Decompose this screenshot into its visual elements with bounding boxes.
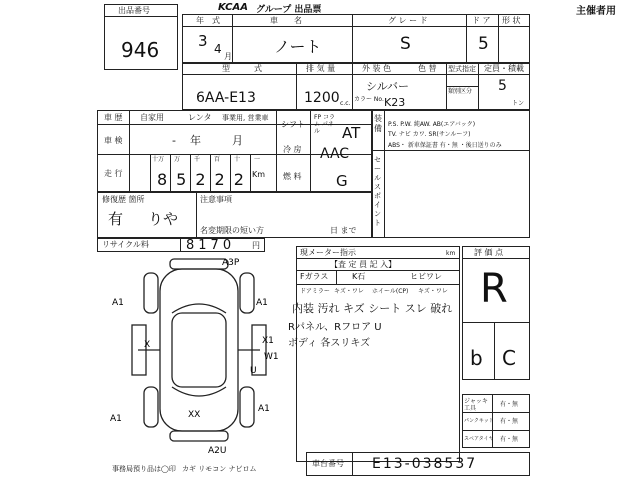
equipment-line-3: ABS・ 新車保証書 有・無 ・後日送りのみ xyxy=(388,142,502,149)
business-use-label: 事業用, 営業車 xyxy=(222,114,269,122)
recycle-fee-unit: 円 xyxy=(252,241,260,250)
repair-location-value: りや xyxy=(148,210,179,228)
repair-history-value: 有 xyxy=(108,210,124,228)
color-no-label: カラー No. xyxy=(354,96,384,103)
fuel-label: 燃 料 xyxy=(283,172,302,181)
grade-score: R xyxy=(480,266,508,312)
sales-point-label: セールスポイント xyxy=(374,156,381,227)
wheel-label: ホイール(CP) xyxy=(372,288,409,295)
grade-label: 評 価 点 xyxy=(474,248,504,257)
logo: KCAA xyxy=(218,2,248,13)
exterior-color-label: 外 装 色 xyxy=(362,64,392,73)
lot-number-label: 出品番号 xyxy=(118,6,150,15)
spare-tire-value: 有・無 xyxy=(500,436,519,443)
equipment-line-2: TV. ナビ カワ. SR(サンルーフ) xyxy=(388,131,471,138)
shaken-month-unit: 月 xyxy=(232,134,243,147)
digit-label: 百 xyxy=(214,156,221,163)
class-label: 類別区分 xyxy=(448,88,473,95)
displacement-value: 1200 xyxy=(304,90,340,106)
inspector-note-2: Rパネル、Rフロア U xyxy=(288,322,382,333)
windshield-label: Fガラス xyxy=(300,272,329,281)
puncture-kit-label: パンクキット xyxy=(464,418,494,424)
shaken-label: 車 検 xyxy=(104,136,123,145)
damage-mark: A1 xyxy=(110,414,122,424)
doors-value: 5 xyxy=(478,34,489,54)
ac-value: AAC xyxy=(320,146,350,162)
grade-value: S xyxy=(400,34,411,54)
displacement-label: 排 気 量 xyxy=(306,64,336,73)
model-label: 型 式 xyxy=(222,64,262,73)
keys-held-label: 事務局預り品は◯印 xyxy=(112,465,176,473)
rental-label: レンタ xyxy=(188,113,212,122)
damage-mark: A2U xyxy=(208,446,227,456)
document-title: グループ 出品票 xyxy=(256,5,322,15)
shaken-year-unit: 年 xyxy=(190,134,201,147)
capacity-value: 5 xyxy=(498,78,507,94)
interior-grade: b xyxy=(470,346,483,370)
car-name-value: ノート xyxy=(274,37,322,56)
cc-unit: c.c. xyxy=(340,100,351,107)
mirror-scratch-label: キズ・ワレ xyxy=(334,288,364,295)
mileage-value: 85222 xyxy=(157,170,253,189)
meter-km-unit: km xyxy=(446,250,456,257)
windshield-value: K石 xyxy=(352,272,366,281)
type-designation-label: 型式指定 xyxy=(448,65,476,73)
capacity-label: 定員・積載 xyxy=(484,64,524,73)
year-label: 年 式 xyxy=(196,16,220,25)
wheel-scratch-label: キズ・ワレ xyxy=(418,288,448,295)
shift-label: シフト xyxy=(281,120,305,129)
chassis-label: 車台番号 xyxy=(312,459,344,468)
equipment-box xyxy=(372,110,530,238)
damage-mark: X1 xyxy=(262,336,274,346)
fuel-value: G xyxy=(336,172,348,190)
color-value: シルバー xyxy=(366,80,409,93)
shift-options: FP コラム パネル xyxy=(314,114,335,135)
damage-mark: X xyxy=(144,340,151,350)
jack-label: ジャッキ 工具 xyxy=(464,398,488,412)
equipment-label: 装 備 xyxy=(374,114,382,133)
repair-history-label: 修復歴 箇所 xyxy=(102,195,145,204)
reg-expiry-label: 名変期限の短い方 xyxy=(200,226,264,235)
recycle-fee-value: 8170 xyxy=(186,238,236,253)
private-use-label: 自家用 xyxy=(140,113,164,122)
equipment-line-1: P.S. P.W. 純AW. AB(エアバック) xyxy=(388,121,476,128)
car-name-label: 車 名 xyxy=(270,16,302,25)
ac-label: 冷 房 xyxy=(283,145,302,154)
history-label: 車 歴 xyxy=(104,113,123,122)
km-unit: Km xyxy=(252,170,266,179)
color-no-value: K23 xyxy=(384,96,406,109)
keys-held-items: カギ リモコン ナビロム xyxy=(182,465,257,473)
damage-mark: XX xyxy=(188,410,201,420)
chassis-value: E13-038537 xyxy=(372,456,478,472)
month-value: 4 xyxy=(214,42,222,56)
damage-mark: A1 xyxy=(258,404,270,414)
organizer-label: 主催者用 xyxy=(576,6,616,17)
digit-label: 万 xyxy=(174,156,181,163)
digit-label: 十 xyxy=(234,156,241,163)
inspector-label: 【査 定 員 記 入】 xyxy=(330,260,397,269)
ton-unit: トン xyxy=(512,100,525,107)
damage-mark: A1 xyxy=(112,298,124,308)
doors-label: ド ア xyxy=(472,16,491,25)
crack-label: ヒビワレ xyxy=(410,272,442,281)
meter-label: 現メーター指示 xyxy=(300,248,356,257)
door-mirror-label: ドアミラー xyxy=(300,288,330,295)
shift-value: AT xyxy=(342,124,361,142)
digit-label: 十万 xyxy=(152,156,165,163)
digit-label: 一 xyxy=(254,156,261,163)
puncture-kit-value: 有・無 xyxy=(500,418,519,425)
jack-value: 有・無 xyxy=(500,401,519,408)
month-unit: 月 xyxy=(224,52,232,61)
spare-tire-label: スペアタイヤ xyxy=(464,436,494,442)
car-damage-diagram xyxy=(110,255,290,456)
reg-expiry-date: 日 まで xyxy=(330,226,357,235)
digit-label: 千 xyxy=(194,156,201,163)
exterior-grade: C xyxy=(502,346,516,370)
shaken-value: - xyxy=(172,134,176,147)
notes-label: 注意事項 xyxy=(200,195,232,204)
color-change-label: 色 替 xyxy=(418,64,437,73)
inspector-note-3: ボディ 各スリキズ xyxy=(288,338,371,349)
inspector-note-1: 内装 汚れ キズ シート スレ 破れ xyxy=(292,302,453,315)
mileage-label: 走 行 xyxy=(104,169,123,178)
damage-mark: W1 xyxy=(264,352,279,362)
year-value: 3 xyxy=(198,32,208,50)
lot-number-value: 946 xyxy=(121,38,160,62)
damage-mark: A3P xyxy=(222,258,240,268)
grade-label: グ レ ー ド xyxy=(388,16,428,25)
damage-mark: A1 xyxy=(256,298,268,308)
body-shape-label: 形 状 xyxy=(502,16,521,25)
damage-mark: U xyxy=(250,366,257,376)
recycle-fee-label: リサイクル料 xyxy=(102,240,149,249)
model-value: 6AA-E13 xyxy=(196,90,256,106)
